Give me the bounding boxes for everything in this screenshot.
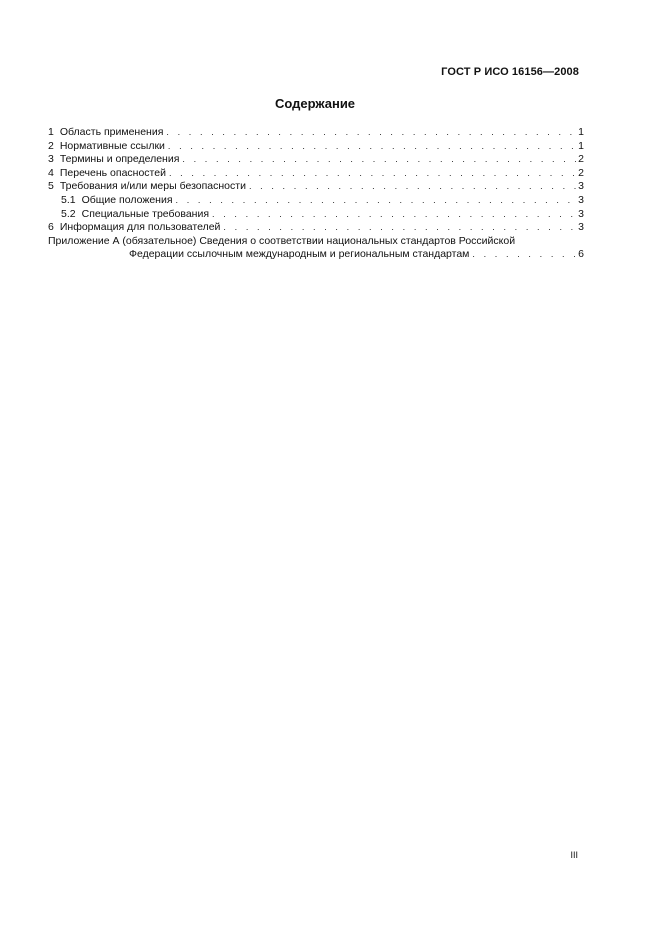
toc-leader-dots bbox=[223, 221, 576, 235]
toc-entry-page: 3 bbox=[578, 207, 584, 220]
toc-entry-page: 1 bbox=[578, 126, 584, 138]
toc-leader-dots bbox=[166, 126, 576, 140]
toc-entry[interactable] bbox=[48, 180, 584, 194]
toc-leader-dots bbox=[212, 208, 576, 222]
toc-entry-label: Перечень опасностей bbox=[59, 166, 166, 179]
toc-entry-number: 6 bbox=[48, 221, 54, 234]
toc-subentry[interactable] bbox=[48, 194, 584, 208]
toc-entry-number: 5 bbox=[48, 180, 54, 193]
toc-entry[interactable] bbox=[48, 167, 584, 181]
toc-entry-label: Нормативные ссылки bbox=[59, 139, 165, 152]
table-of-contents bbox=[48, 126, 584, 262]
toc-appendix-line-1[interactable] bbox=[48, 235, 584, 249]
toc-entry[interactable] bbox=[48, 126, 584, 140]
toc-entry-number: 5.1 bbox=[61, 193, 76, 206]
toc-subentry[interactable] bbox=[48, 208, 584, 222]
toc-entry-label: Информация для пользователей bbox=[59, 221, 221, 234]
toc-entry-number: 4 bbox=[48, 166, 54, 179]
toc-entry-label: Требования и/или меры безопасности bbox=[59, 180, 246, 193]
toc-entry-number: 5.2 bbox=[61, 207, 76, 220]
toc-entry-label: Термины и определения bbox=[59, 153, 180, 166]
toc-appendix-label: Приложение А (обязательное) Сведения о соответствии национальных стандартов Российской bbox=[48, 234, 516, 247]
toc-entry-label: Общие положения bbox=[81, 193, 173, 206]
toc-leader-dots bbox=[169, 167, 576, 181]
document-code: ГОСТ Р ИСО 16156—2008 bbox=[441, 66, 579, 78]
toc-entry-number: 2 bbox=[48, 139, 54, 152]
toc-entry-page: 2 bbox=[578, 153, 584, 166]
toc-entry-label: Специальные требования bbox=[81, 207, 210, 220]
toc-leader-dots bbox=[168, 140, 576, 154]
toc-entry-page: 3 bbox=[578, 221, 584, 234]
toc-entry-label: Область применения bbox=[59, 126, 164, 138]
toc-leader-dots bbox=[182, 153, 576, 167]
toc-appendix-line-2[interactable] bbox=[48, 248, 584, 262]
toc-entry[interactable] bbox=[48, 140, 584, 154]
toc-entry-page: 1 bbox=[578, 139, 584, 152]
toc-entry-number: 1 bbox=[48, 126, 54, 138]
toc-leader-dots bbox=[176, 194, 577, 208]
toc-entry[interactable] bbox=[48, 221, 584, 235]
toc-entry-page: 3 bbox=[578, 193, 584, 206]
page-number: III bbox=[570, 850, 578, 860]
toc-entry-number: 3 bbox=[48, 153, 54, 166]
toc-entry-page: 3 bbox=[578, 180, 584, 193]
toc-leader-dots bbox=[472, 248, 576, 262]
toc-leader-dots bbox=[249, 180, 576, 194]
toc-title: Содержание bbox=[274, 96, 356, 111]
toc-appendix-page: 6 bbox=[578, 248, 584, 261]
toc-entry[interactable] bbox=[48, 153, 584, 167]
toc-entry-page: 2 bbox=[578, 166, 584, 179]
toc-appendix-label-cont: Федерации ссылочным международным и региональным стандартам bbox=[129, 248, 470, 261]
